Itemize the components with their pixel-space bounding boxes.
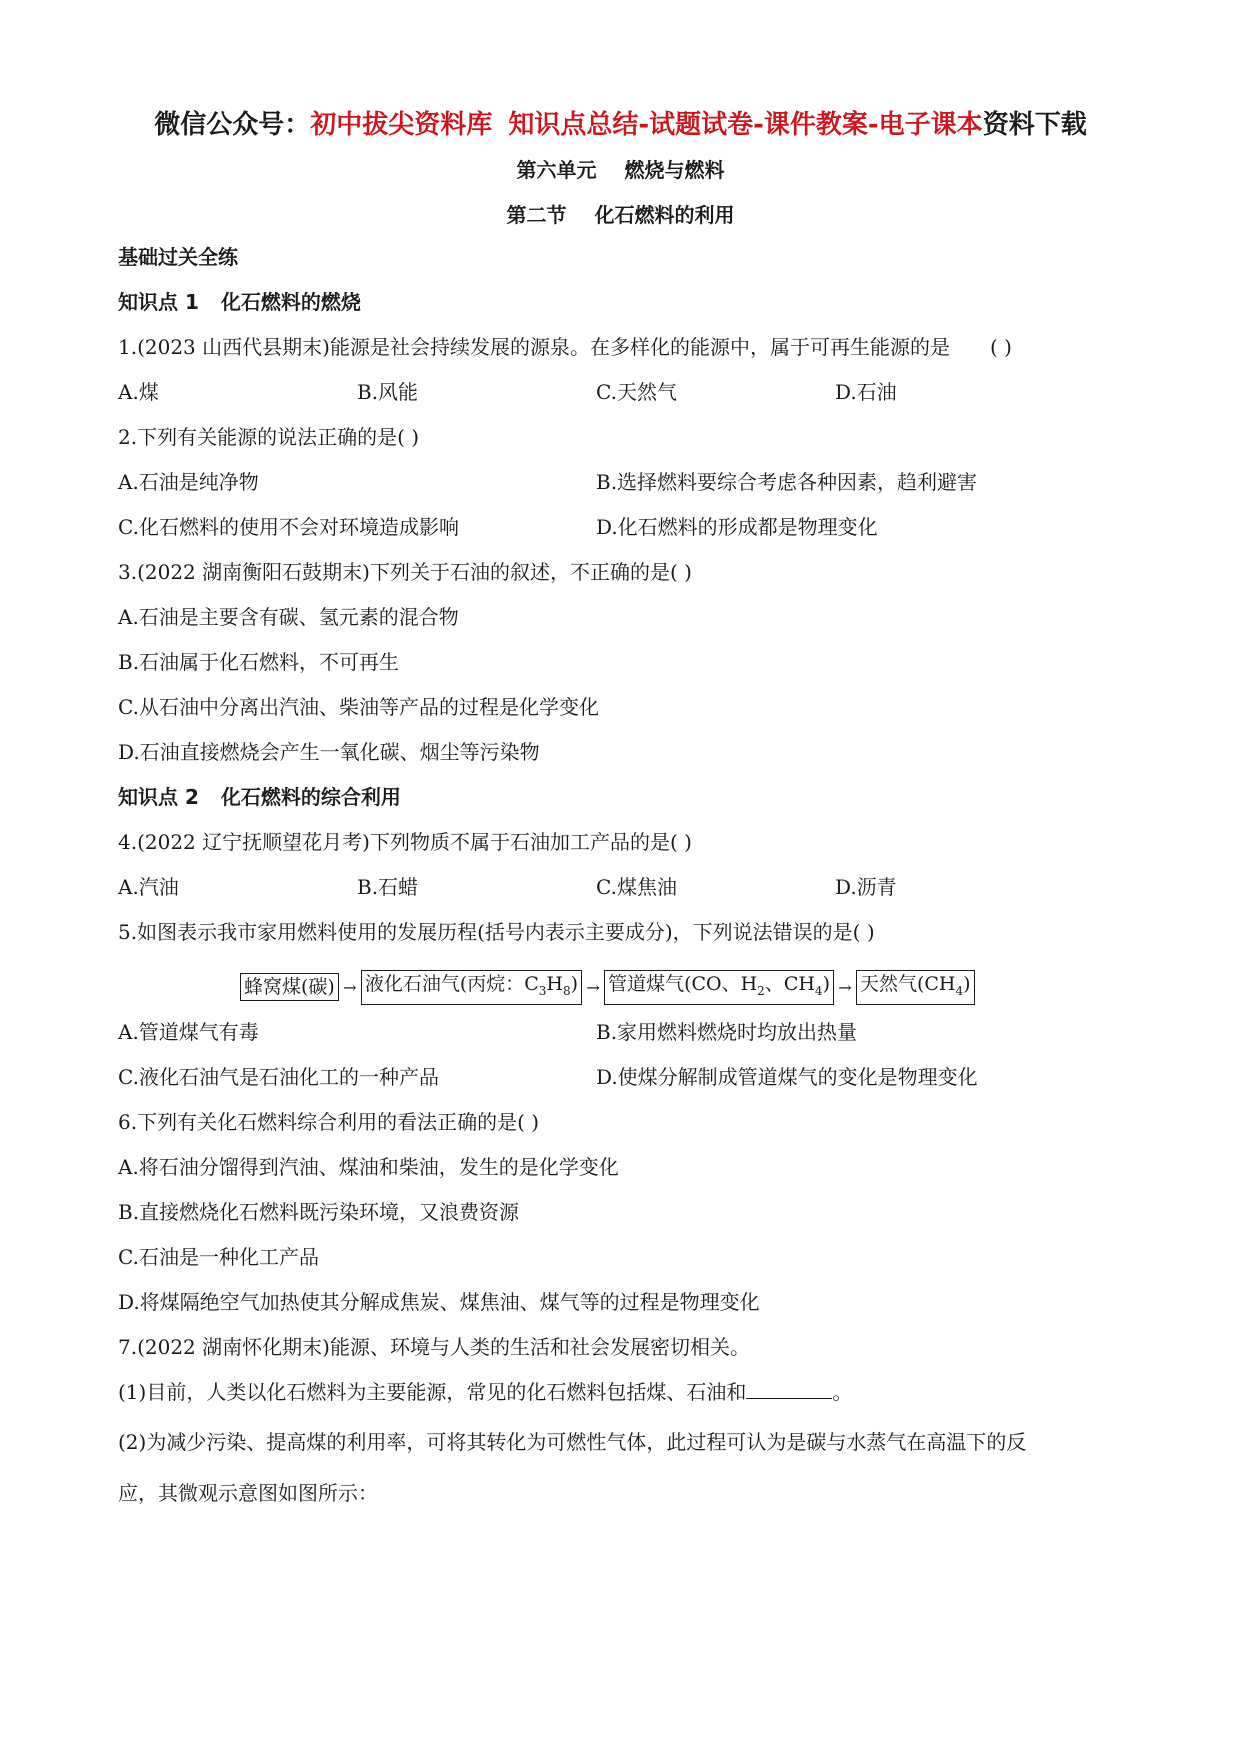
kp1-title: 化石燃料的燃烧: [220, 290, 361, 314]
q1-option-b: B.风能: [357, 380, 419, 404]
unit-title: [0, 154, 1241, 183]
flow-box-honeycomb-coal: 蜂窝煤(碳): [240, 973, 339, 1001]
knowledge-point-2-heading: [118, 784, 401, 810]
q3-option-a: A.石油是主要含有碳、氢元素的混合物: [118, 605, 459, 629]
knowledge-point-1-heading: [118, 289, 361, 315]
q7-sub1-text: (1)目前，人类以化石燃料为主要能源，常见的化石燃料包括煤、石油和: [118, 1380, 747, 1404]
flow-box-pipeline-gas: 管道煤气(CO、$H_2$、$CH_4$): [604, 970, 834, 1005]
page-header: [0, 104, 1241, 141]
q7-sub-question-1: [118, 1379, 852, 1405]
q6-option-b: B.直接燃烧化石燃料既污染环境，又浪费资源: [118, 1200, 520, 1224]
q3-option-d: D.石油直接燃烧会产生一氧化碳、烟尘等污染物: [118, 740, 540, 764]
q5-option-d: D.使煤分解制成管道煤气的变化是物理变化: [596, 1065, 978, 1089]
kp1-label: 知识点 1: [118, 290, 199, 314]
practice-heading: 基础过关全练: [118, 245, 238, 269]
question-4-stem: 4.(2022 辽宁抚顺望花月考)下列物质不属于石油加工产品的是( ): [118, 830, 692, 854]
flow-box-lpg: 液化石油气(丙烷：$C_3H_8$): [361, 970, 582, 1005]
q5-option-b: B.家用燃料燃烧时均放出热量: [596, 1020, 858, 1044]
section-title: [0, 199, 1241, 228]
flow-arrow-3: →: [838, 977, 852, 997]
q7-sub-question-2-line1: (2)为减少污染、提高煤的利用率，可将其转化为可燃性气体，此过程可认为是碳与水蒸气在高温下的反: [118, 1430, 1027, 1454]
unit-name: 燃烧与燃料: [624, 158, 725, 182]
flow-arrow-1: →: [343, 977, 357, 997]
question-1-stem: [118, 334, 1012, 360]
q5-option-a: A.管道煤气有毒: [118, 1020, 259, 1044]
q1-option-c: C.天然气: [596, 380, 677, 404]
question-7-stem: 7.(2022 湖南怀化期末)能源、环境与人类的生活和社会发展密切相关。: [118, 1335, 750, 1359]
q7-answer-blank[interactable]: [746, 1380, 832, 1399]
q7-sub-question-2-line2: 应，其微观示意图如图所示：: [118, 1481, 378, 1505]
q5-option-c: C.液化石油气是石油化工的一种产品: [118, 1065, 439, 1089]
q4-option-d: D.沥青: [835, 875, 897, 899]
q2-option-b: B.选择燃料要综合考虑各种因素，趋利避害: [596, 470, 978, 494]
header-prefix: 微信公众号：: [154, 110, 311, 140]
q1-option-a: A.煤: [118, 380, 159, 404]
q4-option-a: A.汽油: [118, 875, 179, 899]
q3-option-b: B.石油属于化石燃料，不可再生: [118, 650, 400, 674]
q2-option-a: A.石油是纯净物: [118, 470, 259, 494]
q6-option-d: D.将煤隔绝空气加热使其分解成焦炭、煤焦油、煤气等的过程是物理变化: [118, 1290, 760, 1314]
fuel-development-flow: [240, 970, 975, 1005]
flow-box-natural-gas: 天然气$(CH_4)$: [856, 970, 975, 1005]
q1-text: 1.(2023 山西代县期末)能源是社会持续发展的源泉。在多样化的能源中，属于可再生能源的是: [118, 335, 950, 359]
q6-option-a: A.将石油分馏得到汽油、煤油和柴油，发生的是化学变化: [118, 1155, 619, 1179]
kp2-label: 知识点 2: [118, 785, 199, 809]
q2-option-c: C.化石燃料的使用不会对环境造成影响: [118, 515, 459, 539]
header-suffix: 资料下载: [982, 110, 1087, 140]
q6-option-c: C.石油是一种化工产品: [118, 1245, 319, 1269]
q7-sub1-end: 。: [832, 1380, 853, 1404]
q2-option-d: D.化石燃料的形成都是物理变化: [596, 515, 878, 539]
question-5-stem: 5.如图表示我市家用燃料使用的发展历程(括号内表示主要成分)，下列说法错误的是( ): [118, 920, 875, 944]
kp2-title: 化石燃料的综合利用: [220, 785, 401, 809]
header-red-part1: 初中拔尖资料库: [310, 110, 493, 140]
section-name: 化石燃料的利用: [594, 203, 735, 227]
question-2-stem: 2.下列有关能源的说法正确的是( ): [118, 425, 420, 449]
q4-option-b: B.石蜡: [357, 875, 419, 899]
unit-number: 第六单元: [516, 158, 597, 182]
q1-option-d: D.石油: [835, 380, 897, 404]
question-6-stem: 6.下列有关化石燃料综合利用的看法正确的是( ): [118, 1110, 540, 1134]
q1-answer-paren: ( ): [989, 335, 1012, 359]
q3-option-c: C.从石油中分离出汽油、柴油等产品的过程是化学变化: [118, 695, 599, 719]
q4-option-c: C.煤焦油: [596, 875, 677, 899]
flow-arrow-2: →: [586, 977, 600, 997]
header-red-part2: 知识点总结-试题试卷-课件教案-电子课本: [508, 110, 983, 140]
section-number: 第二节: [506, 203, 567, 227]
question-3-stem: 3.(2022 湖南衡阳石鼓期末)下列关于石油的叙述，不正确的是( ): [118, 560, 692, 584]
